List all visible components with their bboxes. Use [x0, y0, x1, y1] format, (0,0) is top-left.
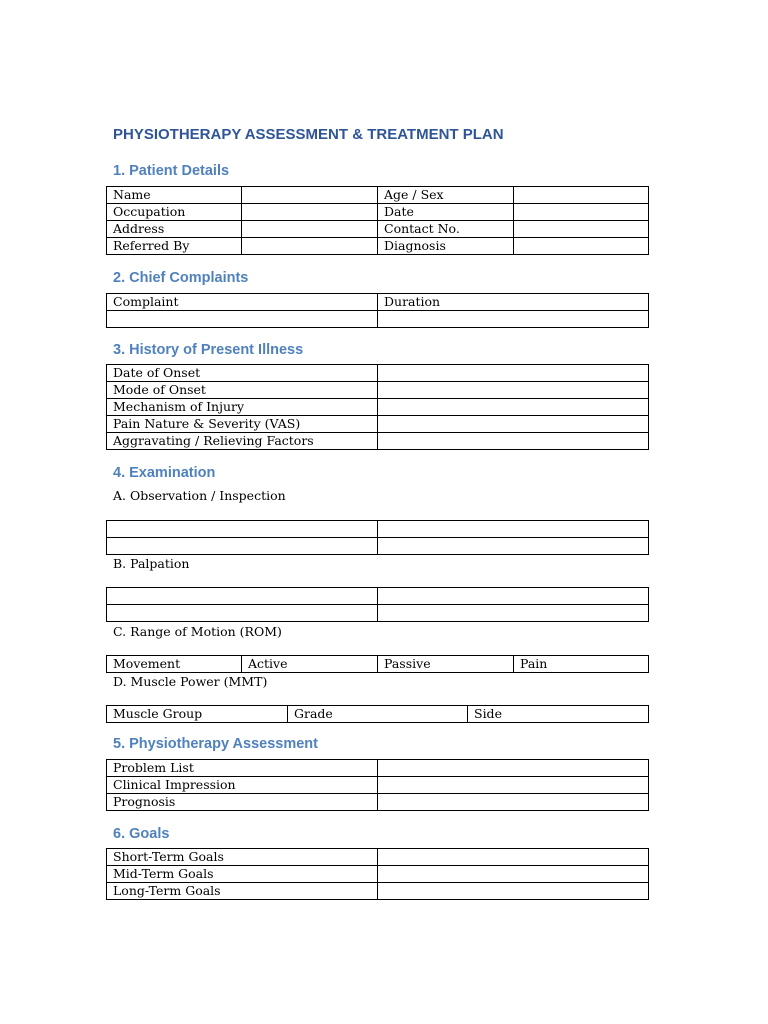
field-value[interactable]	[378, 521, 649, 538]
field-label: Contact No.	[378, 221, 514, 238]
field-label: Mechanism of Injury	[107, 399, 378, 416]
table-row	[107, 238, 649, 255]
table-row	[107, 760, 649, 777]
table-row	[107, 777, 649, 794]
table-row	[107, 794, 649, 811]
column-header: Muscle Group	[107, 706, 288, 723]
goals-table	[106, 848, 649, 900]
field-label: Pain Nature & Severity (VAS)	[107, 416, 378, 433]
assessment-table	[106, 759, 649, 811]
rom-label: C. Range of Motion (ROM)	[113, 624, 282, 639]
field-value[interactable]	[242, 204, 378, 221]
field-label: Prognosis	[107, 794, 378, 811]
table-row	[107, 365, 649, 382]
field-label: Date	[378, 204, 514, 221]
column-header: Pain	[514, 656, 649, 673]
field-label: Address	[107, 221, 242, 238]
field-value[interactable]	[107, 605, 378, 622]
field-value[interactable]	[378, 399, 649, 416]
observation-label: A. Observation / Inspection	[113, 488, 286, 503]
field-label: Date of Onset	[107, 365, 378, 382]
field-label: Name	[107, 187, 242, 204]
field-value[interactable]	[378, 883, 649, 900]
column-header: Active	[242, 656, 378, 673]
column-header: Complaint	[107, 294, 378, 311]
field-label: Occupation	[107, 204, 242, 221]
table-row	[107, 187, 649, 204]
field-value[interactable]	[378, 760, 649, 777]
column-header: Passive	[378, 656, 514, 673]
table-row	[107, 605, 649, 622]
column-header: Side	[468, 706, 649, 723]
section-heading-patient-details: 1. Patient Details	[113, 163, 230, 179]
field-value[interactable]	[242, 238, 378, 255]
section-heading-goals: 6. Goals	[113, 826, 170, 842]
field-value[interactable]	[378, 416, 649, 433]
page-title: PHYSIOTHERAPY ASSESSMENT & TREATMENT PLAN	[113, 126, 504, 143]
section-heading-assessment: 5. Physiotherapy Assessment	[113, 736, 318, 752]
mmt-label: D. Muscle Power (MMT)	[113, 674, 268, 689]
table-row	[107, 538, 649, 555]
field-label: Mid-Term Goals	[107, 866, 378, 883]
field-label: Referred By	[107, 238, 242, 255]
section-heading-examination: 4. Examination	[113, 465, 216, 481]
field-value[interactable]	[378, 365, 649, 382]
section-heading-chief-complaints: 2. Chief Complaints	[113, 270, 249, 286]
field-value[interactable]	[378, 605, 649, 622]
table-row	[107, 311, 649, 328]
patient-details-table	[106, 186, 649, 255]
field-value[interactable]	[514, 204, 649, 221]
field-value[interactable]	[378, 588, 649, 605]
field-value[interactable]	[242, 221, 378, 238]
field-label: Long-Term Goals	[107, 883, 378, 900]
column-header: Duration	[378, 294, 649, 311]
field-value[interactable]	[378, 311, 649, 328]
column-header: Grade	[288, 706, 468, 723]
field-value[interactable]	[107, 538, 378, 555]
section-heading-history: 3. History of Present Illness	[113, 342, 304, 358]
table-row	[107, 416, 649, 433]
field-label: Age / Sex	[378, 187, 514, 204]
field-label: Short-Term Goals	[107, 849, 378, 866]
table-row	[107, 399, 649, 416]
field-value[interactable]	[107, 521, 378, 538]
table-row	[107, 382, 649, 399]
observation-table	[106, 520, 649, 555]
field-value[interactable]	[378, 777, 649, 794]
field-label: Diagnosis	[378, 238, 514, 255]
field-value[interactable]	[514, 187, 649, 204]
table-row	[107, 221, 649, 238]
table-row	[107, 204, 649, 221]
table-row	[107, 521, 649, 538]
column-header: Movement	[107, 656, 242, 673]
palpation-label: B. Palpation	[113, 556, 190, 571]
mmt-table	[106, 705, 649, 723]
table-header-row	[107, 656, 649, 673]
field-value[interactable]	[378, 849, 649, 866]
table-header-row	[107, 706, 649, 723]
field-label: Problem List	[107, 760, 378, 777]
table-row	[107, 433, 649, 450]
field-label: Mode of Onset	[107, 382, 378, 399]
field-value[interactable]	[514, 221, 649, 238]
field-value[interactable]	[378, 538, 649, 555]
table-row	[107, 849, 649, 866]
field-value[interactable]	[378, 794, 649, 811]
rom-table	[106, 655, 649, 673]
field-value[interactable]	[378, 866, 649, 883]
field-label: Clinical Impression	[107, 777, 378, 794]
table-row	[107, 883, 649, 900]
palpation-table	[106, 587, 649, 622]
field-value[interactable]	[378, 382, 649, 399]
table-header-row	[107, 294, 649, 311]
chief-complaints-table	[106, 293, 649, 328]
field-value[interactable]	[107, 311, 378, 328]
field-value[interactable]	[514, 238, 649, 255]
history-table	[106, 364, 649, 450]
field-label: Aggravating / Relieving Factors	[107, 433, 378, 450]
table-row	[107, 866, 649, 883]
field-value[interactable]	[107, 588, 378, 605]
table-row	[107, 588, 649, 605]
field-value[interactable]	[242, 187, 378, 204]
field-value[interactable]	[378, 433, 649, 450]
